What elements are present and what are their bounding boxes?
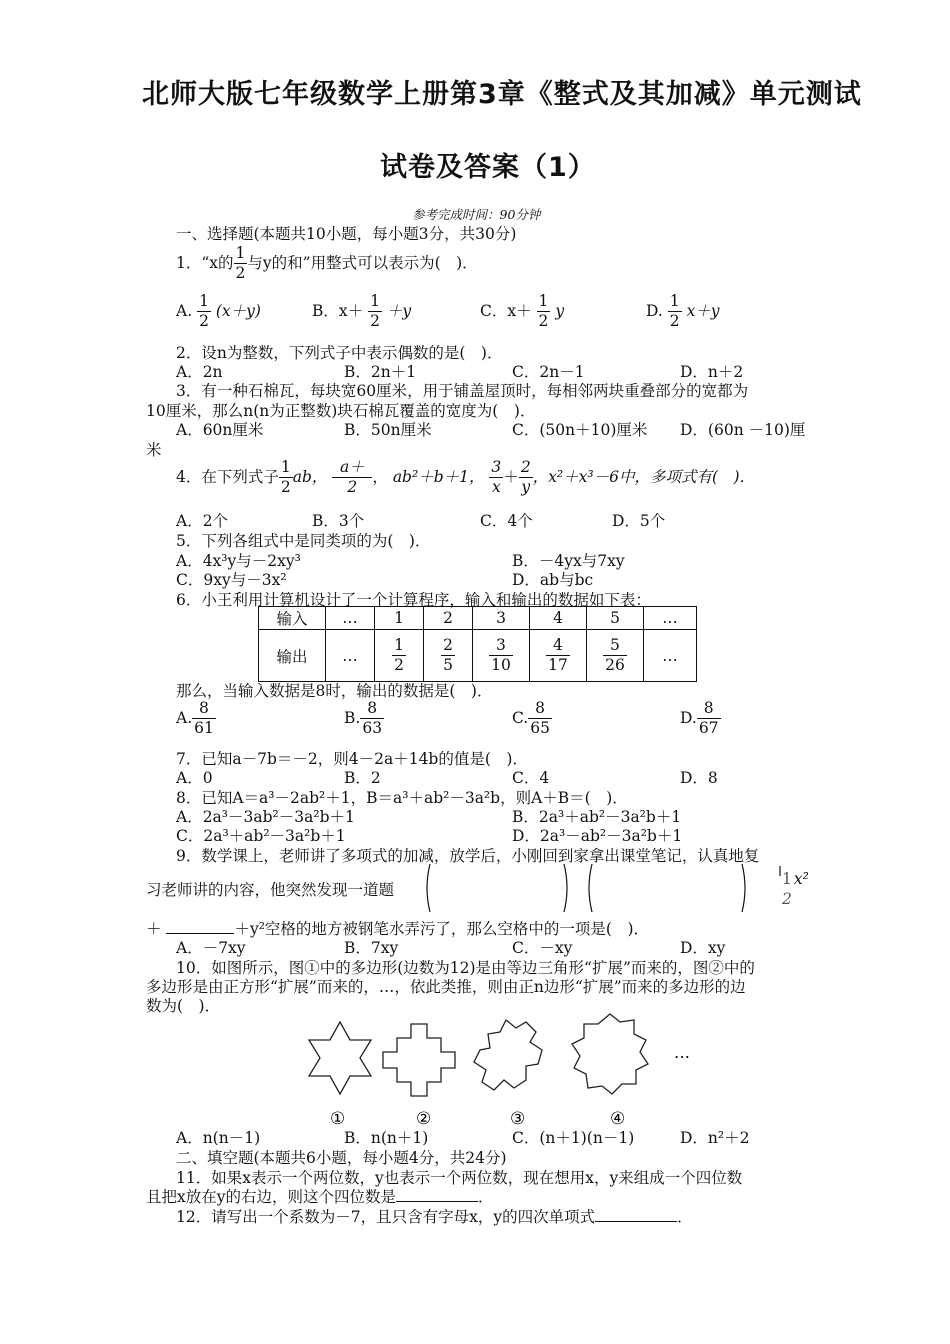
q5-option-b: B．－4yx与7xy: [512, 552, 625, 570]
section-2-heading: 二、填空题(本题共6小题，每小题4分，共24分): [176, 1149, 507, 1167]
q8-option-c: C．2a³＋ab²－3a²b＋1: [176, 827, 346, 845]
q12-post: ．: [677, 1208, 693, 1226]
q7-option-a: A．0: [176, 769, 213, 787]
polygon-figures: [290, 1008, 710, 1132]
q6-c-den: 65: [530, 719, 550, 738]
q4-f2-rest: ，: [372, 467, 388, 486]
q1-b-den: 2: [370, 312, 380, 331]
left-paren-2: [589, 864, 592, 912]
q4-option-c: C．4个: [480, 512, 533, 530]
q4-expr-3: ab²＋b＋1，: [392, 467, 485, 486]
q9-option-a: A．－7xy: [176, 939, 246, 957]
q2-option-a: A．2n: [176, 363, 223, 381]
question-3-line-2: 10厘米，那么n(n为正整数)块石棉瓦覆盖的宽度为( )．: [146, 402, 536, 420]
q8-option-d: D．2a³－ab²－3a²b＋1: [512, 827, 683, 845]
io-input-ellipsis: …: [326, 607, 375, 630]
q3-option-a: A．60n厘米: [176, 421, 264, 439]
reference-time: 参考完成时间：90分钟: [412, 207, 541, 222]
q3-option-c: C．(50n＋10)厘米: [512, 421, 648, 439]
figure-label-3: ③: [510, 1109, 526, 1129]
q6-d-den: 67: [698, 719, 719, 738]
question-5-stem: 5．下列各组式中是同类项的为( )．: [176, 532, 431, 550]
io-input-ellipsis-end: …: [644, 607, 697, 630]
q12-pre: 12．请写出一个系数为－7，且只含有字母x，y的四次单项式: [176, 1208, 596, 1226]
q1-a-rest: (x＋y): [215, 301, 261, 320]
io-output-cell: [424, 630, 473, 682]
section-1-heading: 一、选择题(本题共10小题，每小题3分，共30分): [176, 225, 517, 243]
q4-f4-num: 3: [489, 458, 503, 478]
io-out-den: 5: [443, 656, 453, 674]
q3-option-b: B．50n厘米: [344, 421, 432, 439]
q8-option-b: B．2a³＋ab²－3a²b＋1: [512, 808, 682, 826]
q8-option-a: A．2a³－3ab²－3a²b＋1: [176, 808, 355, 826]
io-input-cell: 4: [530, 607, 587, 630]
q1-a-den: 2: [199, 312, 209, 331]
q7-option-d: D．8: [680, 769, 718, 787]
q10-option-a: A．n(n－1): [176, 1129, 261, 1147]
q1-option-d: [646, 292, 720, 332]
io-out-den: 2: [394, 656, 404, 674]
q4-f4-mid: ＋: [503, 467, 519, 486]
q1-c-num: 1: [537, 292, 551, 312]
q2-option-b: B．2n＋1: [344, 363, 417, 381]
io-input-cell: 3: [473, 607, 530, 630]
question-6-stem: 6．小王利用计算机设计了一个计算程序，输入和输出的数据如下表：: [176, 591, 651, 609]
q9-blank[interactable]: [166, 933, 234, 934]
q1-option-b: [312, 292, 411, 332]
question-11-line-1: 11．如果x表示一个两位数，y也表示一个两位数，现在想用x，y来组成一个四位数: [176, 1169, 743, 1187]
q1-b-num: 1: [368, 292, 382, 312]
q4-f1-num: 1: [279, 458, 293, 478]
q5-option-c: C．9xy与－3x²: [176, 571, 287, 589]
io-out-num: 5: [603, 636, 627, 656]
right-paren-2: [742, 864, 745, 912]
q6-b-num: 8: [360, 699, 384, 719]
q11-line2-post: ．: [478, 1188, 494, 1206]
q4-f1-den: 2: [280, 478, 291, 497]
q2-option-d: D．n＋2: [680, 363, 744, 381]
q6-d-label: D.: [680, 708, 697, 727]
title-line-1: 北师大版七年级数学上册第3章《整式及其加减》单元测试: [142, 79, 862, 110]
q6-b-den: 63: [362, 719, 383, 738]
io-out-num: 1: [392, 636, 406, 656]
q4-f5-num: 2: [519, 458, 533, 478]
q1-option-c: [480, 292, 564, 332]
left-paren-1: [427, 864, 430, 912]
io-output-label: 输出: [259, 630, 326, 682]
io-output-cell: [473, 630, 530, 682]
io-input-cell: 5: [587, 607, 644, 630]
q9-tail-fraction: [780, 870, 794, 910]
q9-line3-pre: ＋: [146, 920, 162, 938]
q4-f1-rest: ab，: [292, 467, 328, 486]
q10-option-c: C．(n＋1)(n－1): [512, 1129, 635, 1147]
q1-c-den: 2: [538, 312, 549, 331]
q9-option-b: B．7xy: [344, 939, 399, 957]
question-10-line-3: 数为( )．: [146, 997, 221, 1015]
q1-frac-num: 1: [234, 244, 248, 264]
q1-pre: 1．“x的: [176, 253, 234, 272]
q4-frac-1: [279, 458, 293, 498]
q1-b-rest: ＋y: [386, 301, 412, 320]
question-3-line-1: 3．有一种石棉瓦，每块宽60厘米，用于铺盖屋顶时，每相邻两块重叠部分的宽都为: [176, 382, 749, 400]
io-out-num: 2: [441, 636, 455, 656]
q9-tail-num: 1: [782, 870, 792, 888]
question-10-line-1: 10．如图所示，图①中的多边形(边数为12)是由等边三角形“扩展”而来的，图②中的: [176, 959, 755, 977]
io-output-ellipsis: …: [326, 630, 375, 682]
question-11-line-2: [146, 1185, 494, 1207]
io-output-ellipsis-end: …: [644, 630, 697, 682]
q12-blank[interactable]: [595, 1221, 677, 1222]
figure-3-polygon: [474, 1020, 542, 1090]
q1-c-rest: y: [555, 301, 565, 320]
q6-a-num: 8: [192, 699, 216, 719]
figures-ellipsis: …: [674, 1043, 690, 1062]
q10-option-b: B．n(n＋1): [344, 1129, 429, 1147]
question-9-line-1: 9．数学课上，老师讲了多项式的加减，放学后，小刚回到家拿出课堂笔记，认真地复: [176, 847, 760, 865]
figure-label-2: ②: [416, 1109, 432, 1129]
q3-option-d: D．(60n －10)厘: [680, 421, 806, 439]
q4-f4-den: x: [491, 478, 501, 497]
question-10-line-2: 多边形是由正方形“扩展”而来的，…，依此类推，则由正n边形“扩展”而来的多边形的边: [146, 978, 746, 996]
question-8-stem: 8．已知A＝a³－2ab²＋1，B＝a³＋ab²－3a²b，则A＋B＝( )．: [176, 789, 628, 807]
q1-c-fraction: [537, 292, 551, 332]
q6-c-num: 8: [528, 699, 552, 719]
q11-blank[interactable]: [396, 1201, 478, 1202]
q4-pre: 4．在下列式子: [176, 467, 279, 486]
q4-option-a: A．2个: [176, 512, 229, 530]
q4-expr-5: ，x²＋x³－6中，多项式有( )．: [532, 467, 756, 486]
q1-b-label: B．x＋: [312, 301, 364, 320]
right-paren-1: [564, 864, 567, 912]
q1-a-fraction: [197, 292, 211, 332]
q10-option-d: D．n²＋2: [680, 1129, 750, 1147]
io-out-num: 3: [489, 636, 513, 656]
q11-line2-pre: 且把x放在y的右边，则这个四位数是: [146, 1188, 396, 1206]
q6-a-label: A.: [176, 708, 193, 727]
q9-tail: [780, 870, 809, 910]
io-input-label: 输入: [259, 607, 326, 630]
q1-d-label: D.: [646, 301, 663, 320]
q6-a-den: 61: [194, 719, 214, 738]
question-2-stem: 2．设n为整数，下列式子中表示偶数的是( )．: [176, 344, 503, 362]
q6-after-text: 那么，当输入数据是8时，输出的数据是( )．: [176, 682, 493, 700]
io-table-output-row: [259, 630, 697, 682]
q5-option-a: A．4x³y与－2xy³: [176, 552, 301, 570]
question-7-stem: 7．已知a－7b＝－2，则4－2a＋14b的值是( )．: [176, 750, 528, 768]
figure-4-polygon: [572, 1014, 648, 1094]
q3-option-d-wrap: 米: [146, 441, 162, 459]
smudged-expression: [424, 860, 824, 916]
q1-post: 与y的和”用整式可以表示为( )．: [247, 253, 478, 272]
q4-option-b: B．3个: [312, 512, 365, 530]
question-12: [176, 1205, 693, 1227]
q9-line3-post: ＋y²空格的地方被钢笔水弄污了，那么空格中的一项是( )．: [234, 920, 650, 938]
q1-b-fraction: [368, 292, 382, 332]
q6-option-b: [344, 699, 384, 739]
question-4-stem: [176, 458, 755, 498]
question-1-stem: [176, 244, 478, 284]
q1-c-label: C．x＋: [480, 301, 532, 320]
q1-a-label: A.: [176, 301, 193, 320]
q4-option-d: D．5个: [612, 512, 666, 530]
io-output-cell: [375, 630, 424, 682]
q1-d-rest: x＋y: [686, 301, 720, 320]
q9-tail-den: 2: [782, 890, 792, 909]
q7-option-b: B．2: [344, 769, 381, 787]
q4-f2-num: a＋: [332, 458, 372, 478]
q6-option-c: [512, 699, 552, 739]
q9-option-d: D．xy: [680, 939, 726, 957]
io-table: [258, 606, 697, 682]
q6-option-d: [680, 699, 721, 739]
q1-d-den: 2: [669, 312, 680, 331]
q4-frac-2: [332, 458, 372, 498]
q1-fraction: [234, 244, 248, 284]
q1-option-a: [176, 292, 261, 332]
q4-frac-4: [489, 458, 503, 498]
figure-2-polygon: [383, 1024, 455, 1096]
q4-frac-5: [519, 458, 533, 498]
io-out-den: 17: [548, 656, 568, 674]
io-out-den: 10: [491, 656, 511, 674]
figure-1-star: [309, 1022, 371, 1094]
io-out-den: 26: [605, 656, 625, 674]
figure-label-4: ④: [610, 1109, 626, 1129]
io-output-cell: [530, 630, 587, 682]
io-out-num: 4: [546, 636, 570, 656]
io-output-cell: [587, 630, 644, 682]
q7-option-c: C．4: [512, 769, 550, 787]
q1-d-num: 1: [668, 292, 682, 312]
q1-a-num: 1: [197, 292, 211, 312]
q9-option-c: C．－xy: [512, 939, 573, 957]
q1-d-fraction: [668, 292, 682, 332]
q4-f5-den: y: [521, 478, 531, 497]
title-line-2: 试卷及答案（1）: [380, 152, 596, 183]
q6-option-a: [176, 699, 216, 739]
io-input-cell: 1: [375, 607, 424, 630]
q9-tail-x: x²: [793, 869, 809, 888]
q1-frac-den: 2: [235, 264, 246, 283]
q4-f2-den: 2: [347, 478, 358, 497]
q2-option-c: C．2n－1: [512, 363, 585, 381]
io-table-input-row: [259, 607, 697, 630]
q5-option-d: D．ab与bc: [512, 571, 594, 589]
io-input-cell: 2: [424, 607, 473, 630]
question-9-line-2: 习老师讲的内容，他突然发现一道题: [146, 881, 395, 899]
q6-d-num: 8: [697, 699, 721, 719]
q6-c-label: C.: [512, 708, 529, 727]
q6-b-label: B.: [344, 708, 361, 727]
figure-label-1: ①: [330, 1109, 346, 1129]
